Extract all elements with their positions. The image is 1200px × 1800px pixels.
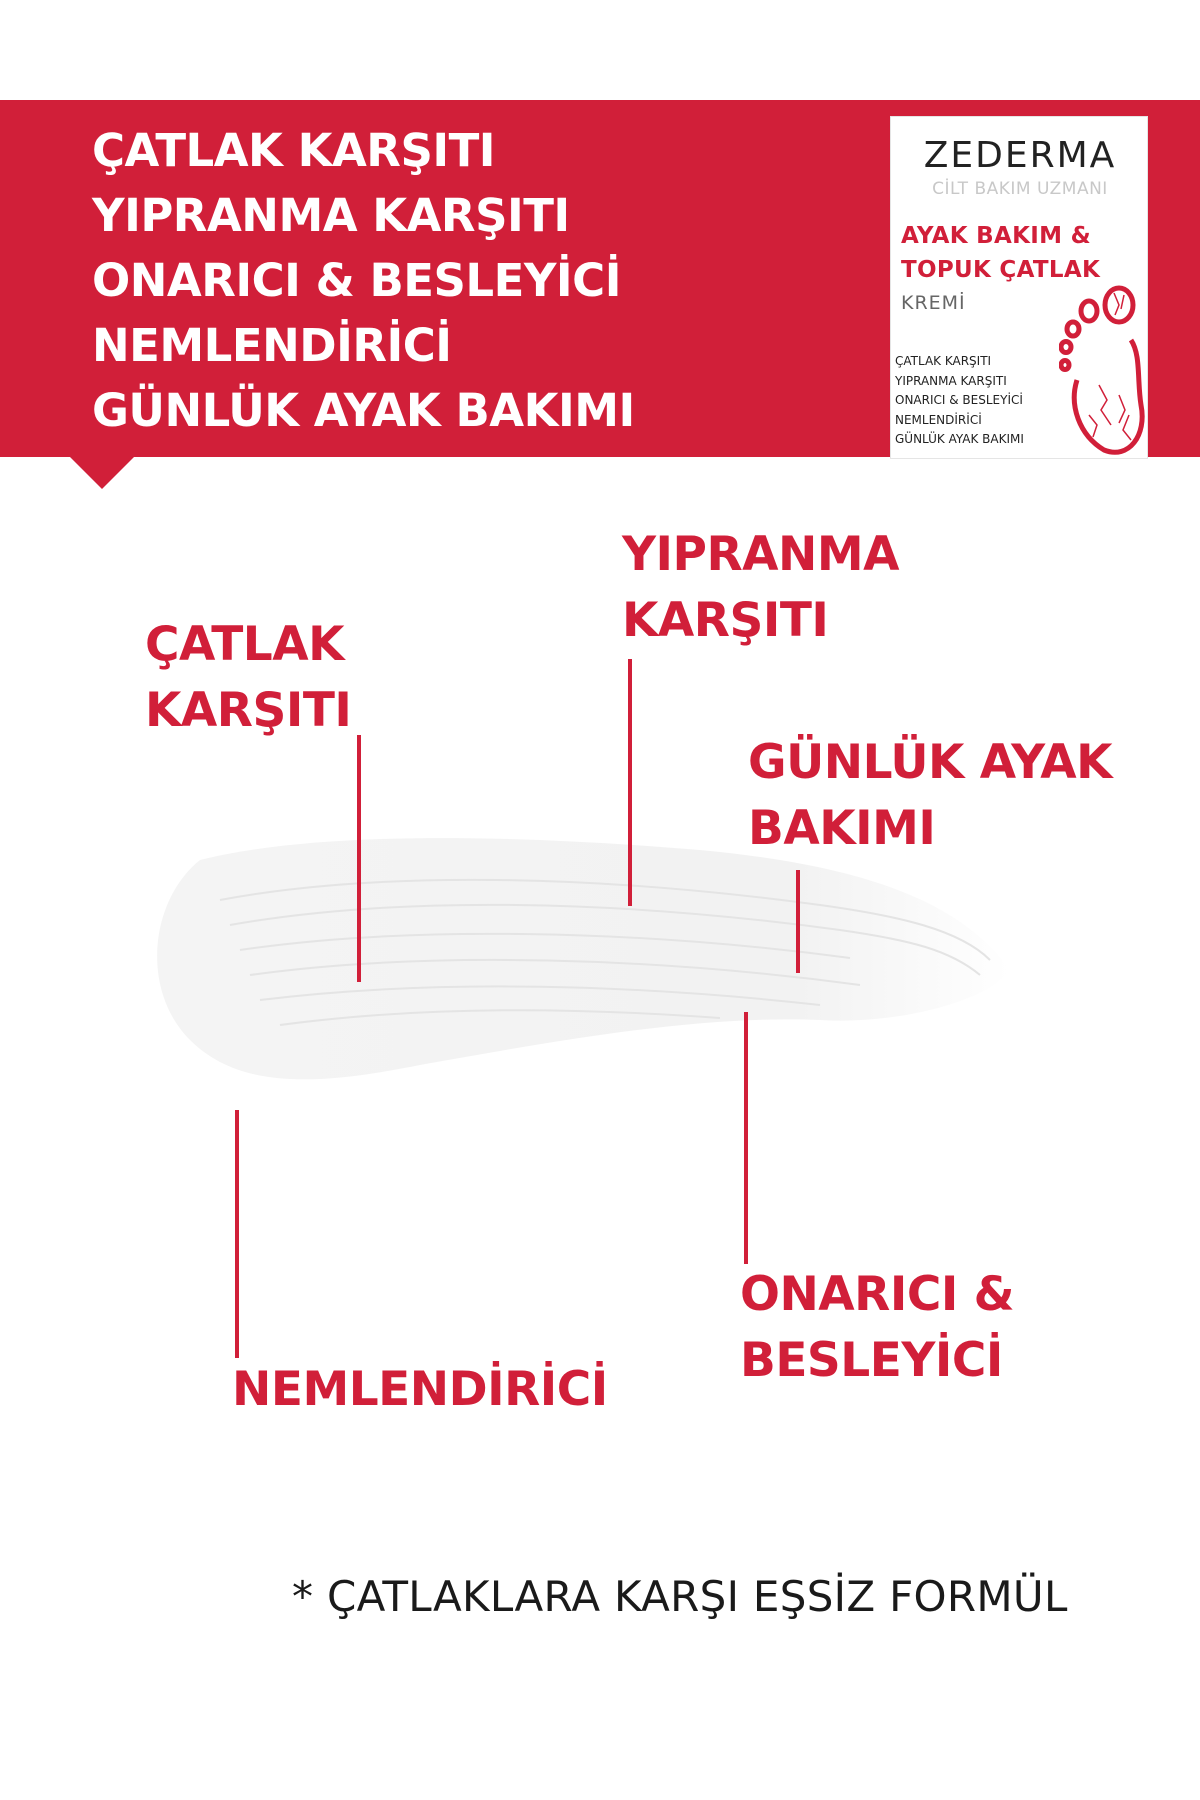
callout-yipranma-karsiti	[622, 522, 899, 654]
banner-feature-item: ÇATLAK KARŞITI	[92, 124, 496, 177]
leader-line-onarici	[744, 1012, 748, 1264]
product-name-line2: TOPUK ÇATLAK	[901, 257, 1101, 283]
callout-line: KARŞITI	[622, 593, 829, 648]
cracked-foot-icon	[1059, 285, 1147, 457]
callout-gunluk-ayak-bakimi	[748, 730, 1112, 862]
product-feature-list	[895, 352, 1024, 450]
leader-line-nemlendirici	[235, 1110, 239, 1358]
product-feature-item: GÜNLÜK AYAK BAKIMI	[895, 432, 1024, 446]
callout-line: KARŞITI	[145, 683, 352, 738]
callout-line: BESLEYİCİ	[740, 1333, 1003, 1388]
callout-catlak-karsiti	[145, 612, 351, 744]
callout-line: NEMLENDİRİCİ	[232, 1362, 608, 1417]
banner-feature-item: GÜNLÜK AYAK BAKIMI	[92, 384, 635, 437]
callout-nemlendirici	[232, 1357, 608, 1423]
footnote-text: * ÇATLAKLARA KARŞI EŞSİZ FORMÜL	[292, 1572, 1068, 1621]
brand-name: ZEDERMA	[923, 135, 1117, 176]
banner-feature-item: YIPRANMA KARŞITI	[92, 189, 570, 242]
product-feature-item: YIPRANMA KARŞITI	[895, 373, 1007, 388]
product-feature-item: ÇATLAK KARŞITI	[895, 354, 992, 368]
product-name-line3: KREMİ	[901, 292, 966, 314]
leader-line-catlak	[357, 735, 361, 982]
banner-pointer	[70, 457, 134, 489]
leader-line-gunluk	[796, 870, 800, 973]
callout-onarici-besleyici	[740, 1262, 1014, 1394]
callout-line: ÇATLAK	[145, 617, 345, 672]
banner-feature-list	[92, 118, 635, 443]
banner-feature-item: NEMLENDİRİCİ	[92, 319, 452, 372]
product-feature-item: ONARICI & BESLEYİCİ	[895, 393, 1023, 407]
callout-line: GÜNLÜK AYAK	[748, 735, 1113, 790]
callout-line: ONARICI &	[740, 1267, 1015, 1322]
callout-line: YIPRANMA	[622, 527, 900, 582]
callout-line: BAKIMI	[748, 801, 936, 856]
leader-line-yipranma	[628, 659, 632, 906]
banner-feature-item: ONARICI & BESLEYİCİ	[92, 254, 621, 307]
product-name-line1: AYAK BAKIM &	[901, 223, 1091, 249]
brand-subtitle: CİLT BAKIM UZMANI	[932, 179, 1108, 199]
product-feature-item: NEMLENDİRİCİ	[895, 412, 982, 427]
product-box	[890, 116, 1148, 459]
